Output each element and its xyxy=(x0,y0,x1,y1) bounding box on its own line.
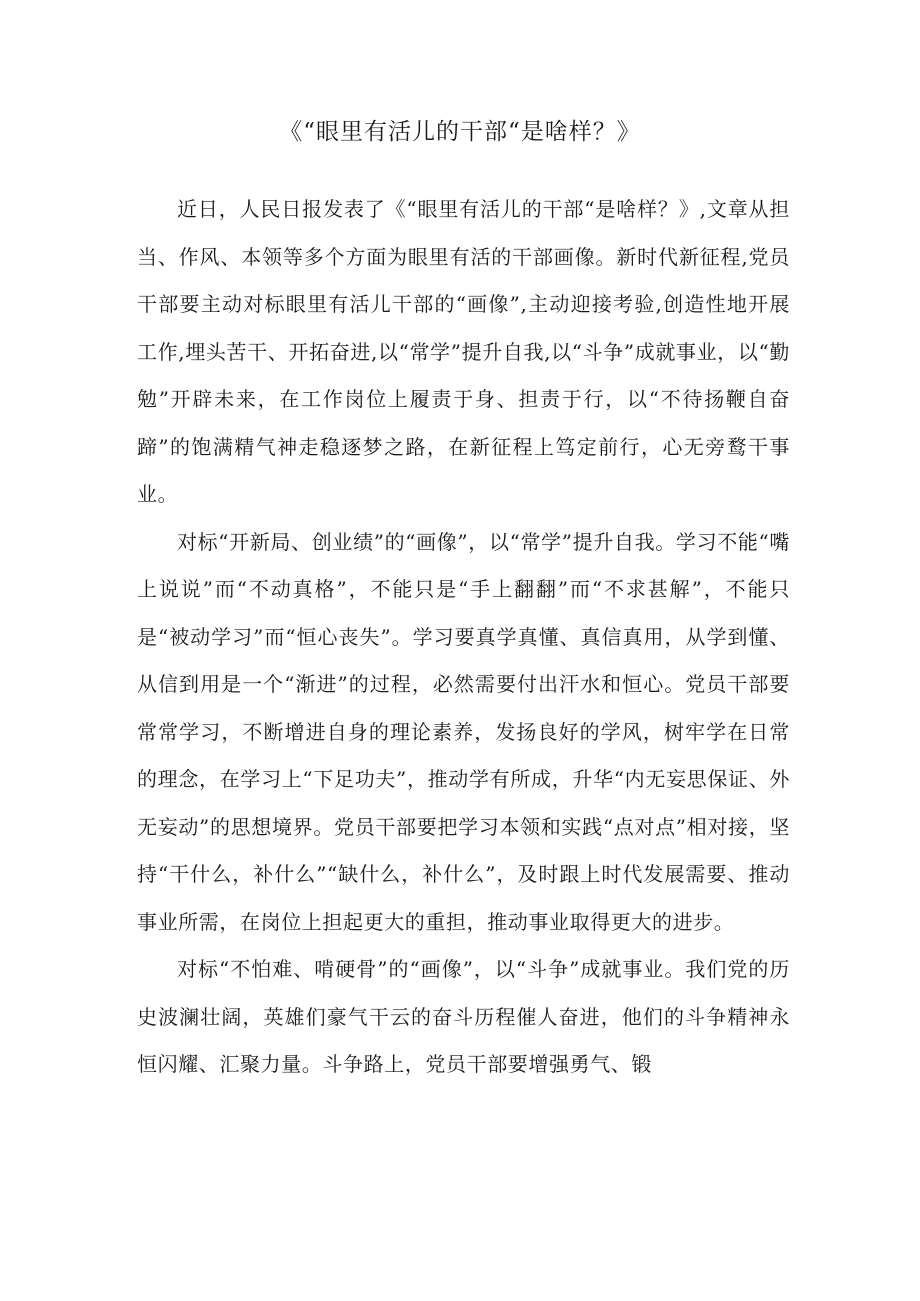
document-body xyxy=(137,186,790,1089)
document-title: 《“眼里有活儿的干部“是啥样？》 xyxy=(279,119,641,145)
paragraph-intro: 近日，人民日报发表了《“眼里有活儿的干部“是啥样？》,文章从担当、作风、本领等多个方面为眼里有活的干部画像。新时代新征程,党员干部要主动对标眼里有活儿干部的“画像”,主动迎接考验,创造性地开展工作,埋头苦干、开拓奋进,以“常学”提升自我,以“斗争”成就事业，以“勤勉”开辟未来，在工作岗位上履责于身、担责于行，以“不待扬鞭自奋蹄”的饱满精气神走稳逐梦之路，在新征程上笃定前行，心无旁鹜干事业。 xyxy=(137,197,790,506)
paragraph-struggle: 对标“不怕难、啃硬骨”的“画像”，以“斗争”成就事业。我们党的历史波澜壮阔，英雄们豪气干云的奋斗历程催人奋进，他们的斗争精神永恒闪耀、汇聚力量。斗争路上，党员干部要增强勇气、锻 xyxy=(137,957,790,1076)
paragraph-study: 对标“开新局、创业绩”的“画像”，以“常学”提升自我。学习不能“嘴上说说”而“不动真格”，不能只是“手上翻翻”而“不求甚解”，不能只是“被动学习”而“恒心丧失”。学习要真学真懂、真信真用，从学到懂、从信到用是一个“渐进”的过程，必然需要付出汗水和恒心。党员干部要常常学习，不断增进自身的理论素养，发扬良好的学风，树牢学在日常的理念，在学习上“下足功夫”，推动学有所成，升华“内无妄思保证、外无妄动”的思想境界。党员干部要把学习本领和实践“点对点”相对接，坚持“干什么，补什么”“缺什么，补什么”，及时跟上时代发展需要、推动事业所需，在岗位上担起更大的重担，推动事业取得更大的进步。 xyxy=(137,529,790,934)
